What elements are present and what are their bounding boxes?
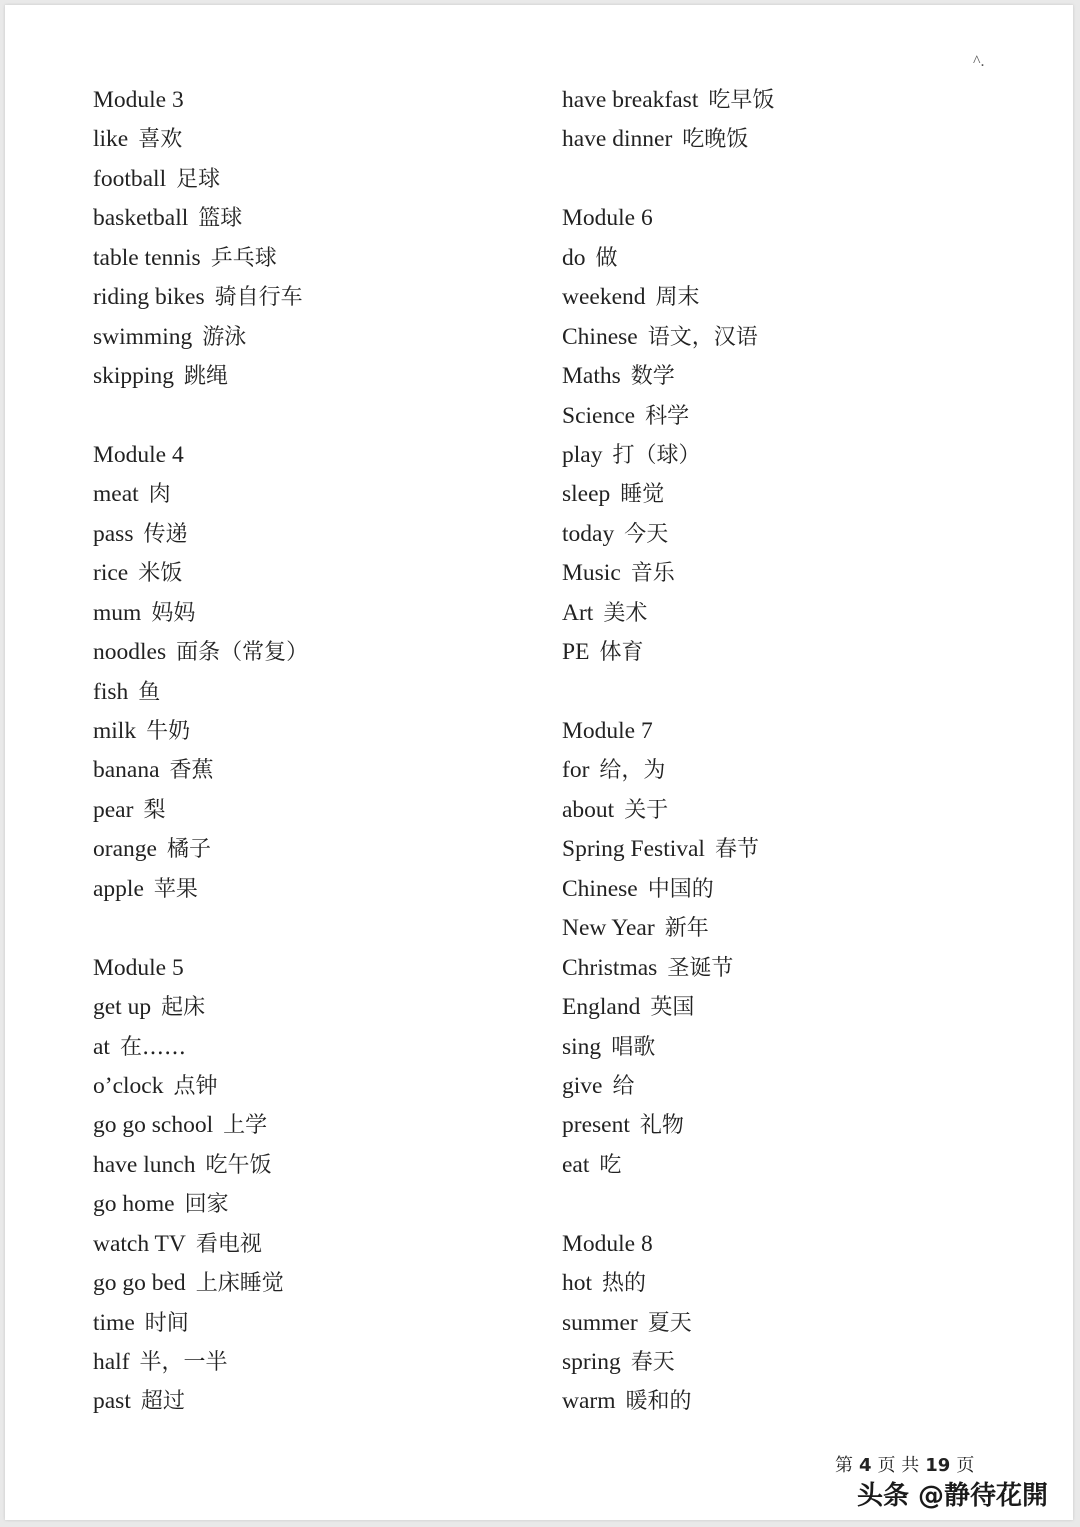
vocab-chinese: 看电视: [195, 1231, 262, 1257]
vocab-english: milk: [93, 718, 137, 744]
vocab-entry: [562, 1308, 774, 1347]
vocab-entry: [562, 1110, 774, 1149]
vocab-entry: [562, 1150, 774, 1189]
vocab-entry: [562, 1032, 774, 1071]
vocab-entry: [93, 1032, 308, 1071]
vocab-chinese: 妈妈: [151, 600, 196, 626]
vocab-entry: [562, 834, 774, 873]
vocab-english: banana: [93, 757, 160, 784]
vocab-entry: [562, 322, 774, 361]
blank-line: [562, 164, 774, 203]
module-heading: [562, 716, 774, 755]
footer-prefix: 第: [835, 1455, 853, 1476]
vocab-entry: [562, 953, 774, 992]
vocab-english: weekend: [562, 284, 646, 311]
vocab-entry: [93, 479, 308, 518]
module-heading: [562, 1229, 774, 1268]
vocab-chinese: 香蕉: [169, 758, 214, 784]
vocab-chinese: 美术: [603, 600, 648, 626]
vocab-chinese: 唱歌: [611, 1034, 656, 1060]
vocab-entry: [562, 874, 774, 913]
vocab-chinese: 面条（常复）: [176, 640, 309, 666]
vocab-chinese: 上床睡觉: [195, 1271, 284, 1297]
vocab-english: have breakfast: [562, 87, 699, 113]
vocab-entry: [562, 519, 774, 558]
vocab-entry: [93, 1308, 308, 1347]
vocab-english: warm: [562, 1388, 616, 1415]
vocab-chinese: 吃: [599, 1152, 622, 1178]
vocab-chinese: 做: [595, 245, 618, 271]
module-heading: [93, 953, 308, 992]
vocab-english: o’clock: [93, 1072, 164, 1099]
vocab-entry: [93, 558, 308, 597]
vocab-chinese: 足球: [176, 166, 221, 192]
vocab-english: sing: [562, 1033, 602, 1060]
vocab-chinese: 关于: [624, 797, 669, 823]
vocab-english: riding bikes: [93, 284, 205, 311]
vocab-entry: [93, 755, 308, 794]
document-page: [5, 5, 1073, 1520]
vocab-english: Chinese: [562, 875, 638, 902]
vocab-chinese: 科学: [645, 403, 690, 429]
vocab-entry: [562, 558, 774, 597]
vocab-english: give: [562, 1072, 603, 1099]
vocab-entry: [93, 1189, 308, 1228]
vocab-english: Music: [562, 560, 621, 587]
vocab-english: at: [93, 1033, 110, 1060]
right-vocab-column: [562, 85, 774, 1426]
vocab-entry: [93, 637, 308, 676]
vocab-entry: [93, 677, 308, 716]
vocab-chinese: 体育: [599, 640, 644, 666]
footer-total-pages: 19: [925, 1455, 951, 1476]
vocab-chinese: 数学: [630, 364, 675, 390]
vocab-english: spring: [562, 1349, 621, 1375]
vocab-chinese: 起床: [161, 995, 206, 1021]
vocab-english: Module 8: [562, 1230, 653, 1257]
vocab-chinese: 打（球）: [612, 442, 701, 468]
vocab-chinese: 肉: [148, 482, 171, 508]
vocab-chinese: 热的: [602, 1271, 647, 1297]
vocab-entry: [562, 1071, 774, 1110]
vocab-english: Module 5: [93, 954, 184, 981]
vocab-entry: [562, 124, 774, 163]
vocab-entry: [562, 1268, 774, 1307]
vocab-english: Maths: [562, 363, 621, 390]
vocab-entry: [93, 164, 308, 203]
vocab-english: past: [93, 1388, 131, 1415]
vocab-english: do: [562, 244, 586, 271]
vocab-entry: [93, 1150, 308, 1189]
footer-suffix: 页: [956, 1455, 975, 1476]
vocab-chinese: 牛奶: [146, 719, 191, 744]
vocab-entry: [562, 1386, 774, 1425]
vocab-chinese: 上学: [223, 1113, 268, 1139]
vocab-chinese: 回家: [184, 1192, 229, 1218]
vocab-english: about: [562, 796, 615, 823]
vocab-entry: [562, 913, 774, 952]
vocab-chinese: 睡觉: [620, 482, 665, 508]
vocab-chinese: 语文，汉语: [647, 324, 758, 350]
vocab-english: apple: [93, 875, 144, 902]
vocab-entry: [562, 1347, 774, 1386]
vocab-english: football: [93, 165, 167, 192]
vocab-english: Module 7: [562, 718, 653, 744]
vocab-entry: [93, 1229, 308, 1268]
vocab-english: Module 4: [93, 441, 184, 468]
footer-middle: 页 共: [877, 1455, 920, 1476]
footer-page-number: 4: [859, 1455, 872, 1476]
vocab-english: New Year: [562, 915, 655, 942]
vocab-entry: [93, 834, 308, 873]
vocab-entry: [93, 992, 308, 1031]
vocab-english: sleep: [562, 481, 611, 508]
vocab-chinese: 橘子: [166, 837, 211, 863]
vocab-chinese: 篮球: [198, 206, 243, 232]
vocab-chinese: 点钟: [173, 1073, 218, 1099]
vocab-entry: [93, 598, 308, 637]
vocab-english: get up: [93, 994, 152, 1021]
vocab-chinese: 吃午饭: [205, 1152, 272, 1178]
vocab-chinese: 半，一半: [139, 1350, 228, 1375]
vocab-english: pass: [93, 520, 134, 547]
vocab-english: Art: [562, 599, 594, 626]
vocab-english: basketball: [93, 205, 189, 232]
vocab-entry: [93, 203, 308, 242]
blank-line: [562, 1189, 774, 1228]
vocab-chinese: 今天: [624, 521, 669, 547]
vocab-entry: [562, 282, 774, 321]
vocab-chinese: 梨: [143, 797, 166, 823]
vocab-english: go go school: [93, 1112, 214, 1139]
vocab-english: Chinese: [562, 323, 638, 350]
vocab-chinese: 乒乓球: [210, 245, 277, 271]
vocab-chinese: 骑自行车: [214, 285, 303, 311]
vocab-entry: [562, 992, 774, 1031]
vocab-english: go home: [93, 1191, 175, 1218]
vocab-chinese: 暖和的: [625, 1389, 692, 1415]
vocab-entry: [93, 1071, 308, 1110]
vocab-entry: [562, 85, 774, 124]
vocab-english: rice: [93, 560, 129, 587]
page-footer: [835, 1451, 974, 1477]
vocab-english: Spring Festival: [562, 836, 705, 863]
vocab-entry: [562, 637, 774, 676]
vocab-chinese: 吃早饭: [708, 88, 775, 113]
vocab-english: today: [562, 520, 615, 547]
vocab-chinese: 夏天: [647, 1310, 692, 1336]
vocab-english: England: [562, 994, 641, 1021]
vocab-chinese: 传递: [143, 521, 188, 547]
blank-line: [93, 401, 308, 440]
vocab-entry: [93, 1347, 308, 1386]
vocab-chinese: 中国的: [647, 876, 714, 902]
vocab-chinese: 米饭: [138, 561, 183, 587]
vocab-entry: [93, 282, 308, 321]
vocab-chinese: 音乐: [630, 561, 675, 587]
vocab-chinese: 英国: [650, 995, 695, 1021]
vocab-english: eat: [562, 1151, 590, 1178]
vocab-english: hot: [562, 1270, 593, 1297]
vocab-entry: [562, 795, 774, 834]
vocab-chinese: 跳绳: [183, 364, 228, 390]
vocab-english: skipping: [93, 363, 174, 390]
vocab-english: PE: [562, 639, 590, 666]
vocab-english: watch TV: [93, 1230, 186, 1257]
vocab-entry: [93, 361, 308, 400]
vocab-english: fish: [93, 678, 129, 705]
vocab-chinese: 超过: [140, 1389, 185, 1415]
vocab-chinese: 游泳: [202, 324, 247, 350]
vocab-entry: [93, 716, 308, 755]
vocab-english: for: [562, 757, 590, 784]
vocab-chinese: 新年: [664, 916, 709, 942]
vocab-chinese: 在……: [119, 1034, 186, 1060]
watermark: 头条 @静待花開: [857, 1481, 1049, 1511]
vocab-english: play: [562, 441, 603, 468]
module-heading: [93, 440, 308, 479]
vocab-entry: [93, 1268, 308, 1307]
vocab-english: have dinner: [562, 126, 673, 153]
vocab-english: orange: [93, 836, 157, 863]
vocab-chinese: 春天: [630, 1350, 675, 1375]
vocab-entry: [93, 795, 308, 834]
blank-line: [562, 677, 774, 716]
blank-line: [93, 913, 308, 952]
vocab-entry: [93, 124, 308, 163]
vocab-chinese: 周末: [655, 285, 700, 311]
vocab-entry: [93, 519, 308, 558]
vocab-entry: [562, 598, 774, 637]
vocab-chinese: 时间: [144, 1310, 189, 1336]
vocab-english: mum: [93, 599, 142, 626]
vocab-english: present: [562, 1112, 630, 1139]
vocab-english: have lunch: [93, 1151, 196, 1178]
vocab-chinese: 给: [612, 1073, 635, 1099]
vocab-english: Science: [562, 402, 636, 429]
vocab-entry: [562, 361, 774, 400]
vocab-english: Module 6: [562, 205, 653, 232]
corner-mark: ^.: [973, 53, 985, 70]
vocab-english: swimming: [93, 323, 193, 350]
vocab-chinese: 给，为: [599, 758, 666, 784]
vocab-english: noodles: [93, 639, 167, 666]
vocab-english: time: [93, 1309, 135, 1336]
left-vocab-column: [93, 85, 308, 1426]
vocab-chinese: 苹果: [153, 876, 198, 902]
vocab-entry: [562, 243, 774, 282]
vocab-entry: [562, 755, 774, 794]
vocab-chinese: 鱼: [138, 679, 161, 705]
vocab-english: meat: [93, 481, 139, 508]
vocab-entry: [93, 874, 308, 913]
vocab-entry: [562, 479, 774, 518]
module-heading: [93, 85, 308, 124]
vocab-chinese: 吃晚饭: [682, 127, 749, 153]
vocab-chinese: 礼物: [639, 1113, 684, 1139]
vocab-english: table tennis: [93, 244, 201, 271]
vocab-chinese: 圣诞节: [667, 955, 734, 981]
vocab-entry: [93, 1110, 308, 1149]
vocab-english: Module 3: [93, 87, 184, 113]
vocab-english: go go bed: [93, 1270, 186, 1297]
vocab-chinese: 春节: [714, 837, 759, 863]
vocab-entry: [93, 243, 308, 282]
vocab-entry: [562, 440, 774, 479]
vocab-entry: [562, 401, 774, 440]
vocab-entry: [93, 322, 308, 361]
vocab-english: like: [93, 126, 129, 153]
vocab-english: half: [93, 1349, 130, 1375]
vocab-english: summer: [562, 1309, 638, 1336]
module-heading: [562, 203, 774, 242]
vocab-entry: [93, 1386, 308, 1425]
vocab-english: Christmas: [562, 954, 658, 981]
vocab-chinese: 喜欢: [138, 127, 183, 153]
vocab-english: pear: [93, 796, 134, 823]
